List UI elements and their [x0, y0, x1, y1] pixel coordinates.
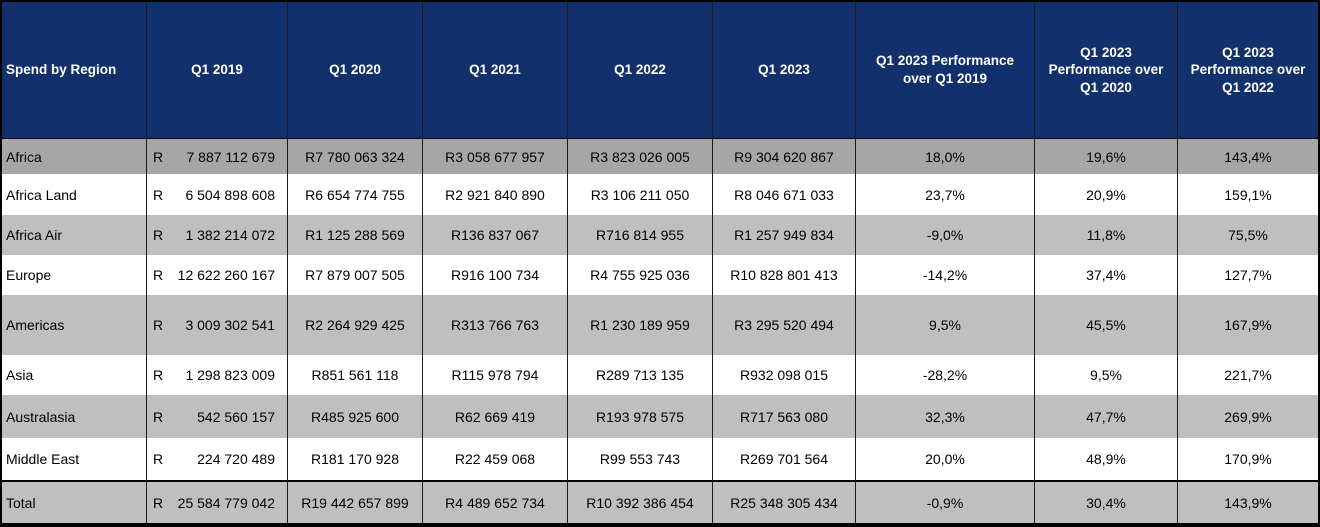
perf-over-2020-value: 30,4%: [1035, 482, 1178, 523]
amount: 224 720 489: [197, 451, 275, 467]
amount: 12 622 260 167: [177, 267, 275, 283]
q1-2023-value: R932 098 015: [713, 355, 856, 395]
region-label: Africa: [2, 139, 147, 174]
perf-over-2020-value: 45,5%: [1035, 295, 1178, 355]
q1-2021-value: R4 489 652 734: [423, 482, 568, 523]
perf-over-2020-value: 47,7%: [1035, 395, 1178, 438]
header-cell-q1-2020: Q1 2020: [288, 2, 423, 138]
table-row-asia: [2, 355, 1318, 395]
q1-2019-value: [147, 438, 288, 480]
perf-over-2020-value: 20,9%: [1035, 174, 1178, 215]
perf-over-2019-value: 32,3%: [856, 395, 1035, 438]
q1-2022-value: R193 978 575: [568, 395, 713, 438]
amount: 542 560 157: [197, 408, 275, 425]
q1-2021-value: R313 766 763: [423, 295, 568, 355]
q1-2022-value: R716 814 955: [568, 215, 713, 255]
region-label: Total: [2, 482, 147, 523]
table-body: [2, 139, 1318, 523]
q1-2020-value: R485 925 600: [288, 395, 423, 438]
amount: 1 382 214 072: [185, 227, 275, 243]
amount: 6 504 898 608: [185, 186, 275, 203]
q1-2019-value: [147, 174, 288, 215]
perf-over-2019-value: 9,5%: [856, 295, 1035, 355]
q1-2021-value: R3 058 677 957: [423, 139, 568, 174]
perf-over-2020-value: 9,5%: [1035, 355, 1178, 395]
q1-2023-value: R9 304 620 867: [713, 139, 856, 174]
q1-2022-value: R4 755 925 036: [568, 255, 713, 295]
q1-2021-value: R22 459 068: [423, 438, 568, 480]
header-cell-q1-2023: Q1 2023: [713, 2, 856, 138]
q1-2019-value: [147, 355, 288, 395]
table-row-americas: [2, 295, 1318, 355]
region-label: Middle East: [2, 438, 147, 480]
table-row-africa-air: [2, 215, 1318, 255]
header-cell-q1-2023-performance-over-q1-2022: Q1 2023 Performance over Q1 2022: [1178, 2, 1318, 138]
perf-over-2022-value: 170,9%: [1178, 438, 1318, 480]
amount: 1 298 823 009: [185, 367, 275, 383]
perf-over-2022-value: 143,9%: [1178, 482, 1318, 523]
perf-over-2022-value: 75,5%: [1178, 215, 1318, 255]
q1-2021-value: R916 100 734: [423, 255, 568, 295]
currency-symbol: R: [153, 408, 164, 425]
q1-2023-value: R269 701 564: [713, 438, 856, 480]
currency-symbol: R: [153, 227, 164, 243]
q1-2023-value: R3 295 520 494: [713, 295, 856, 355]
region-label: Africa Land: [2, 174, 147, 215]
table-row-total: [2, 480, 1318, 523]
q1-2023-value: R1 257 949 834: [713, 215, 856, 255]
perf-over-2022-value: 159,1%: [1178, 174, 1318, 215]
perf-over-2019-value: -14,2%: [856, 255, 1035, 295]
q1-2020-value: R181 170 928: [288, 438, 423, 480]
currency-symbol: R: [153, 451, 164, 467]
perf-over-2022-value: 127,7%: [1178, 255, 1318, 295]
region-label: Asia: [2, 355, 147, 395]
currency-symbol: R: [153, 148, 164, 165]
header-cell-q1-2021: Q1 2021: [423, 2, 568, 138]
q1-2023-value: R25 348 305 434: [713, 482, 856, 523]
q1-2020-value: R1 125 288 569: [288, 215, 423, 255]
q1-2020-value: R7 879 007 505: [288, 255, 423, 295]
header-cell-q1-2023-performance-over-q1-2019: Q1 2023 Performance over Q1 2019: [856, 2, 1035, 138]
q1-2019-value: [147, 295, 288, 355]
perf-over-2019-value: -28,2%: [856, 355, 1035, 395]
q1-2020-value: R6 654 774 755: [288, 174, 423, 215]
q1-2022-value: R10 392 386 454: [568, 482, 713, 523]
perf-over-2019-value: -0,9%: [856, 482, 1035, 523]
q1-2020-value: R851 561 118: [288, 355, 423, 395]
q1-2022-value: R1 230 189 959: [568, 295, 713, 355]
amount: 7 887 112 679: [186, 148, 275, 165]
region-label: Europe: [2, 255, 147, 295]
perf-over-2022-value: 143,4%: [1178, 139, 1318, 174]
perf-over-2020-value: 48,9%: [1035, 438, 1178, 480]
q1-2020-value: R2 264 929 425: [288, 295, 423, 355]
perf-over-2020-value: 37,4%: [1035, 255, 1178, 295]
currency-symbol: R: [153, 494, 164, 511]
header-cell-q1-2023-performance-over-q1-2020: Q1 2023 Performance over Q1 2020: [1035, 2, 1178, 138]
q1-2020-value: R19 442 657 899: [288, 482, 423, 523]
q1-2019-value: [147, 395, 288, 438]
header-cell-q1-2019: Q1 2019: [147, 2, 288, 138]
currency-symbol: R: [153, 367, 164, 383]
q1-2021-value: R115 978 794: [423, 355, 568, 395]
perf-over-2019-value: 20,0%: [856, 438, 1035, 480]
q1-2020-value: R7 780 063 324: [288, 139, 423, 174]
header-cell-q1-2022: Q1 2022: [568, 2, 713, 138]
header-cell-spend-by-region: Spend by Region: [2, 2, 147, 138]
perf-over-2022-value: 167,9%: [1178, 295, 1318, 355]
region-label: Africa Air: [2, 215, 147, 255]
q1-2023-value: R717 563 080: [713, 395, 856, 438]
q1-2019-value: [147, 215, 288, 255]
perf-over-2019-value: -9,0%: [856, 215, 1035, 255]
q1-2022-value: R3 823 026 005: [568, 139, 713, 174]
q1-2023-value: R10 828 801 413: [713, 255, 856, 295]
perf-over-2019-value: 18,0%: [856, 139, 1035, 174]
q1-2021-value: R62 669 419: [423, 395, 568, 438]
perf-over-2020-value: 11,8%: [1035, 215, 1178, 255]
table-row-africa: [2, 139, 1318, 174]
perf-over-2019-value: 23,7%: [856, 174, 1035, 215]
currency-symbol: R: [153, 186, 164, 203]
region-label: Americas: [2, 295, 147, 355]
table-row-africa-land: [2, 174, 1318, 215]
table-row-europe: [2, 255, 1318, 295]
q1-2022-value: R289 713 135: [568, 355, 713, 395]
perf-over-2020-value: 19,6%: [1035, 139, 1178, 174]
table-row-australasia: [2, 395, 1318, 438]
q1-2021-value: R136 837 067: [423, 215, 568, 255]
q1-2021-value: R2 921 840 890: [423, 174, 568, 215]
perf-over-2022-value: 221,7%: [1178, 355, 1318, 395]
currency-symbol: R: [153, 267, 164, 283]
q1-2019-value: [147, 255, 288, 295]
q1-2022-value: R99 553 743: [568, 438, 713, 480]
table-header-row: [2, 2, 1318, 139]
amount: 3 009 302 541: [185, 317, 275, 333]
amount: 25 584 779 042: [177, 494, 275, 511]
table-row-middle-east: [2, 438, 1318, 480]
region-label: Australasia: [2, 395, 147, 438]
currency-symbol: R: [153, 317, 164, 333]
q1-2019-value: [147, 482, 288, 523]
q1-2019-value: [147, 139, 288, 174]
q1-2023-value: R8 046 671 033: [713, 174, 856, 215]
perf-over-2022-value: 269,9%: [1178, 395, 1318, 438]
q1-2022-value: R3 106 211 050: [568, 174, 713, 215]
